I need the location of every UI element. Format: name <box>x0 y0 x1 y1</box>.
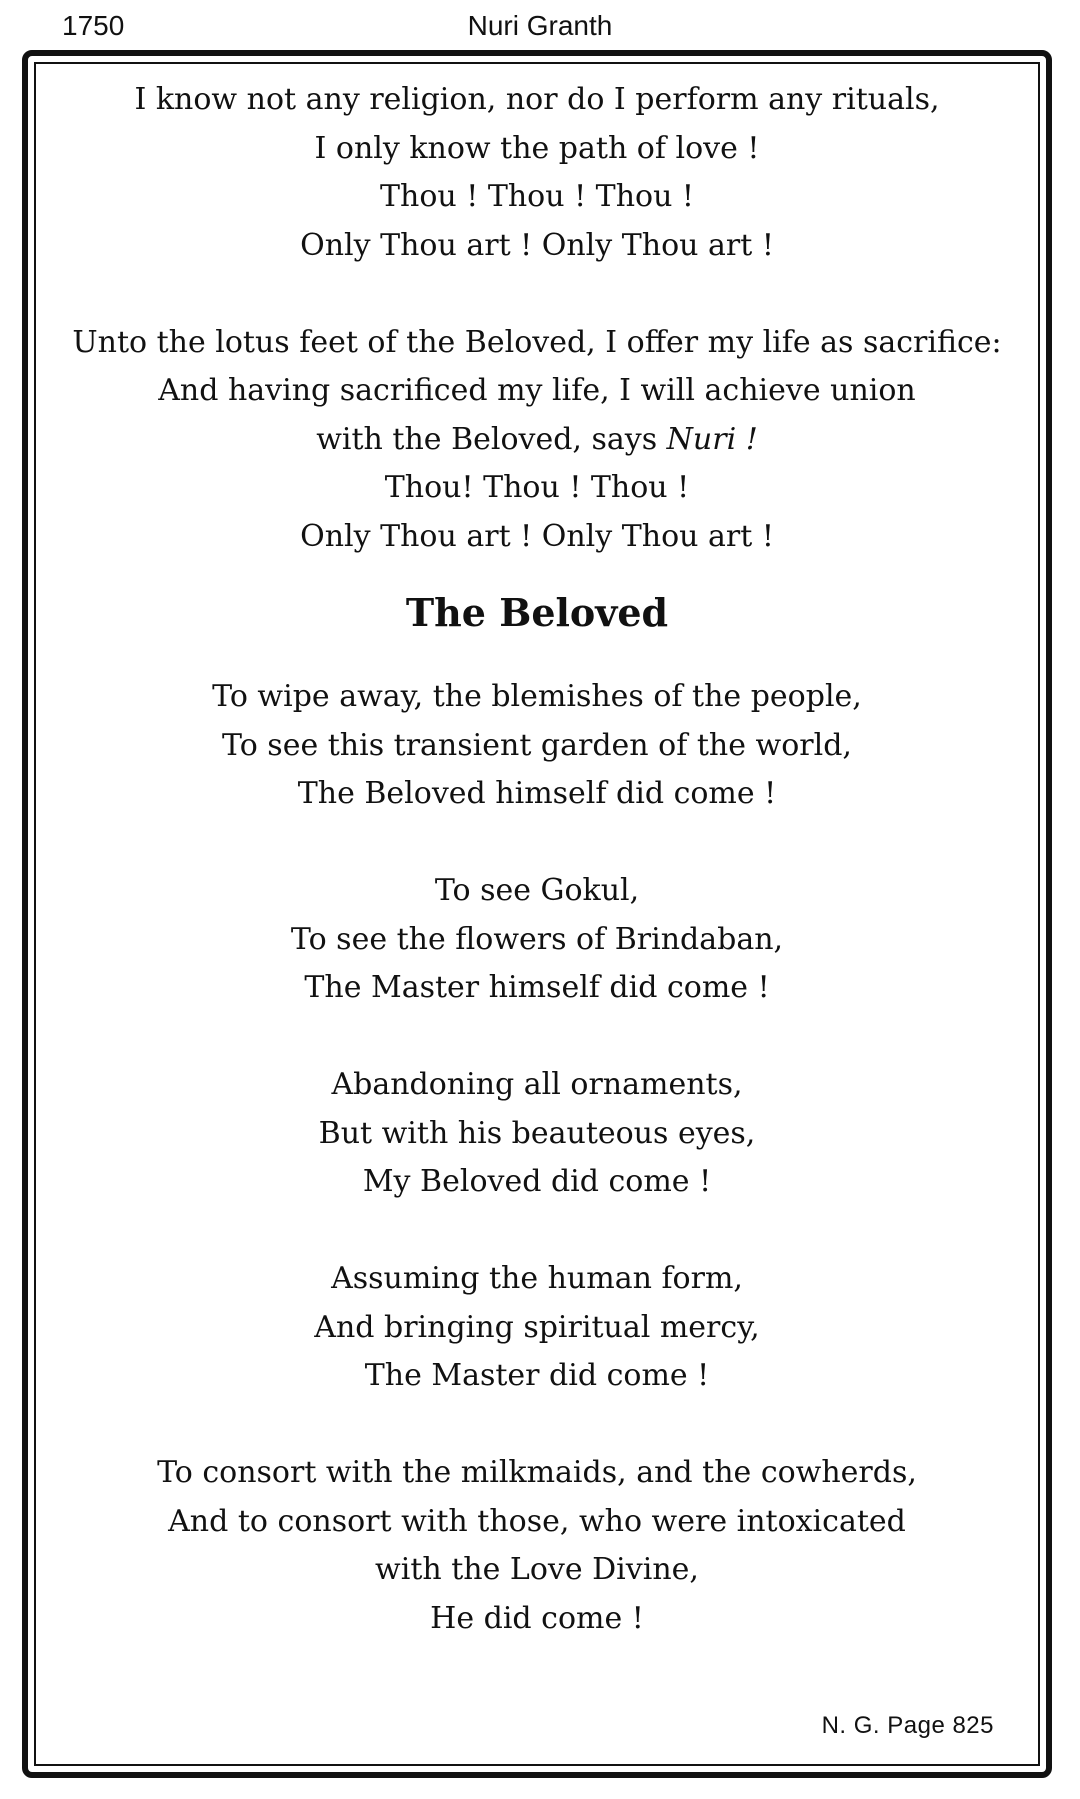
page-number: 1750 <box>62 10 125 41</box>
poem-stanza-3 <box>34 1061 1040 1207</box>
poem-stanza-2 <box>34 867 1040 1013</box>
poem-line: And having sacrificed my life, I will achieve union <box>158 373 916 408</box>
poem-line: Only Thou art ! Only Thou art ! <box>300 227 774 263</box>
poem-line: Abandoning all ornaments, <box>331 1067 743 1102</box>
poem-line: with the Love Divine, <box>375 1552 699 1587</box>
poem-line: To see this transient garden of the world, <box>222 727 852 763</box>
opening-stanza-2 <box>34 319 1040 562</box>
poem-stanza-1 <box>34 673 1040 819</box>
poem-line: My Beloved did come ! <box>362 1164 712 1199</box>
poem-line: Thou! Thou ! Thou ! <box>384 470 690 505</box>
poem-line: But with his beauteous eyes, <box>318 1115 756 1151</box>
poem-line: Assuming the human form, <box>331 1261 743 1296</box>
poem-line: I only know the path of love ! <box>314 130 760 166</box>
poem-content <box>34 62 1040 1643</box>
poem-line: To wipe away, the blemishes of the people, <box>212 679 862 714</box>
page-reference: N. G. Page 825 <box>821 1712 994 1739</box>
section-title: The Beloved <box>405 590 669 635</box>
poem-line: And to consort with those, who were intoxicated <box>168 1503 906 1539</box>
stanza-gap <box>34 270 1040 319</box>
poem-line: And bringing spiritual mercy, <box>314 1309 760 1345</box>
book-title: Nuri Granth <box>467 10 613 41</box>
poem-line: Unto the lotus feet of the Beloved, I offer my life as sacrifice: <box>72 324 1002 360</box>
poem-line: To see the flowers of Brindaban, <box>290 921 784 957</box>
poet-name: Nuri ! <box>666 421 758 457</box>
says-prefix: with the Beloved, says <box>316 421 667 457</box>
stanza-gap <box>34 1207 1040 1256</box>
poem-line: He did come ! <box>430 1600 644 1636</box>
page-header <box>0 0 1080 48</box>
poem-line: To consort with the milkmaids, and the cowherds, <box>157 1455 917 1490</box>
poem-stanza-4 <box>34 1255 1040 1401</box>
poem-line: Thou ! Thou ! Thou ! <box>380 179 694 214</box>
stanza-gap <box>34 1013 1040 1062</box>
poem-stanza-5 <box>34 1449 1040 1643</box>
poem-line: The Master did come ! <box>364 1358 710 1393</box>
poem-line: To see Gokul, <box>434 873 640 908</box>
poem-line: The Master himself did come ! <box>304 970 770 1005</box>
stanza-gap <box>34 1401 1040 1450</box>
poem-line: The Beloved himself did come ! <box>297 776 777 811</box>
opening-stanza-1 <box>34 76 1040 270</box>
poem-line: I know not any religion, nor do I perform any rituals, <box>134 82 940 117</box>
stanza-gap <box>34 819 1040 868</box>
poem-line: Only Thou art ! Only Thou art ! <box>300 518 774 554</box>
poem-line-says-nuri <box>34 416 1040 465</box>
